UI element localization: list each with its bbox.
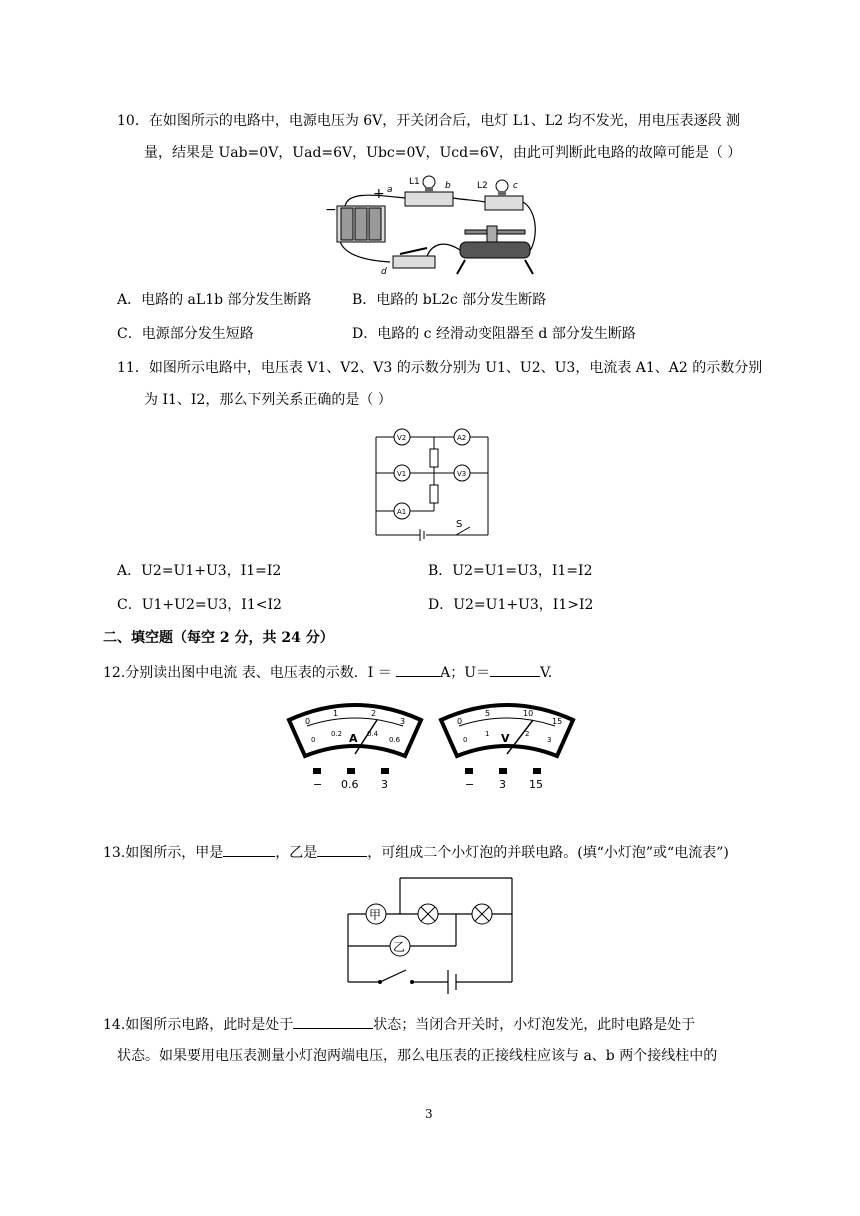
switch-s-label: S — [456, 519, 463, 530]
q10-option-c: C．电源部分发生短路 — [117, 326, 254, 342]
ammeter-terminal-label: − — [313, 778, 323, 791]
q13-stem-b: ，乙是 — [275, 845, 318, 861]
section-2-title: 二、填空题（每空 2 分，共 24 分） — [103, 630, 334, 646]
voltmeter-terminal-label: − — [465, 778, 475, 791]
jia-label: 甲 — [369, 908, 382, 922]
q12-stem-a: 12.分别读出图中电流 表、电压表的示数．I ＝ — [103, 665, 392, 681]
plus-label: + — [373, 186, 385, 202]
v3-label: V3 — [457, 470, 467, 478]
v1-label: V1 — [397, 470, 407, 478]
q13-blank-jia[interactable] — [223, 842, 275, 857]
voltmeter-bottom-tick: 2 — [525, 730, 530, 738]
voltmeter-dial — [441, 705, 573, 756]
lamp-icon — [472, 904, 492, 924]
voltmeter-bottom-tick: 3 — [547, 736, 552, 744]
voltmeter-bottom-tick: 1 — [485, 730, 490, 738]
resistor-icon — [430, 449, 438, 467]
q11-option-b: B．U2=U1=U3，I1=I2 — [428, 563, 593, 579]
q14-stem-line1 — [103, 1014, 695, 1035]
q11-circuit-figure — [368, 423, 494, 543]
q10-circuit-figure — [315, 170, 540, 284]
q14-stem-a: 14.如图所示电路，此时是处于 — [103, 1017, 294, 1033]
ammeter-top-tick: 1 — [333, 709, 339, 718]
v2-label: V2 — [397, 434, 407, 442]
ammeter-top-tick: 3 — [400, 717, 406, 726]
q10-stem-line2: 量，结果是 Uab=0V，Uad=6V，Ubc=0V，Ucd=6V，由此可判断此电路的故障可能是（ ） — [144, 145, 742, 161]
ammeter-bottom-tick: 0 — [311, 736, 316, 744]
ammeter-terminal-label: 0.6 — [341, 778, 359, 791]
q13-stem-a: 13.如图所示，甲是 — [103, 845, 224, 861]
voltmeter-terminal-label: 3 — [499, 778, 506, 791]
minus-label: − — [325, 202, 337, 218]
a1-label: A1 — [397, 508, 407, 516]
q11-option-c: C．U1+U2=U3，I1<I2 — [117, 597, 282, 613]
l1-label: L1 — [409, 177, 420, 187]
voltmeter-top-tick: 10 — [523, 709, 534, 718]
voltmeter-top-tick: 5 — [485, 709, 491, 718]
q14-stem-line2: 状态。如果要用电压表测量小灯泡两端电压，那么电压表的正接线柱应该与 a、b 两个接线柱中的 — [117, 1048, 718, 1064]
voltmeter-top-tick: 15 — [552, 717, 563, 726]
terminal-icon — [499, 768, 507, 774]
lamp-icon — [418, 904, 438, 924]
q12-blank-voltage[interactable] — [490, 662, 540, 677]
switch-contact-icon — [410, 980, 414, 984]
q13-stem-c: ，可组成二个小灯泡的并联电路。(填“小灯泡”或“电流表”) — [367, 845, 729, 861]
voltmeter-bottom-tick: 0 — [463, 736, 468, 744]
ammeter-bottom-tick: 0.6 — [389, 736, 401, 744]
q12-stem-b: A；U＝ — [440, 665, 491, 681]
q12-stem-c: V. — [540, 665, 553, 681]
q12-meters-figure — [285, 696, 577, 794]
voltmeter-top-tick: 0 — [457, 717, 463, 726]
voltmeter-unit: V — [501, 732, 510, 745]
q10-option-d: D．电路的 c 经滑动变阻器至 d 部分发生断路 — [352, 326, 636, 342]
q12-blank-current[interactable] — [396, 662, 440, 677]
battery-icon — [337, 206, 385, 242]
q10-option-a: A．电路的 aL1b 部分发生断路 — [117, 292, 312, 308]
voltmeter-terminal-label: 15 — [529, 778, 543, 791]
yi-label: 乙 — [393, 940, 406, 954]
ammeter-terminal-label: 3 — [381, 778, 388, 791]
terminal-icon — [313, 768, 321, 774]
a2-label: A2 — [457, 434, 467, 442]
l2-label: L2 — [477, 181, 488, 191]
terminal-icon — [533, 768, 541, 774]
q11-option-a: A．U2=U1+U3，I1=I2 — [117, 563, 282, 579]
terminal-icon — [465, 768, 473, 774]
point-d-label: d — [381, 267, 387, 277]
ammeter-unit: A — [349, 732, 358, 745]
rheostat-icon — [457, 226, 533, 274]
q11-stem-line1: 11．如图所示电路中，电压表 V1、V2、V3 的示数分别为 U1、U2、U3，电流表 A1、A2 的示数分别 — [117, 360, 763, 376]
ammeter-dial — [289, 705, 421, 756]
ammeter-top-tick: 0 — [305, 717, 311, 726]
q13-stem — [103, 842, 729, 863]
q10-stem-line1: 10．在如图所示的电路中，电源电压为 6V，开关闭合后，电灯 L1、L2 均不发光，用电压表逐段 测 — [117, 113, 741, 129]
point-a-label: a — [387, 185, 393, 195]
q12-stem — [103, 662, 552, 683]
wire — [453, 198, 485, 202]
point-b-label: b — [445, 181, 451, 191]
q11-option-d: D．U2=U1+U3，I1>I2 — [428, 597, 594, 613]
switch-contact-icon — [378, 980, 382, 984]
terminal-icon — [381, 768, 389, 774]
q11-stem-line2: 为 I1、I2，那么下列关系正确的是（ ） — [144, 392, 392, 408]
page-number: 3 — [425, 1107, 433, 1121]
q14-blank-state[interactable] — [293, 1014, 373, 1029]
ammeter-top-tick: 2 — [371, 709, 377, 718]
resistor-icon — [430, 485, 438, 503]
q13-circuit-figure — [340, 874, 520, 994]
ammeter-bottom-tick: 0.4 — [367, 730, 379, 738]
ammeter-bottom-tick: 0.2 — [331, 730, 343, 738]
point-c-label: c — [513, 181, 518, 191]
q14-stem-b: 状态；当闭合开关时，小灯泡发光，此时电路是处于 — [373, 1017, 696, 1033]
q10-option-b: B．电路的 bL2c 部分发生断路 — [352, 292, 547, 308]
terminal-icon — [347, 768, 355, 774]
switch-icon — [393, 248, 435, 268]
q13-blank-yi[interactable] — [317, 842, 367, 857]
